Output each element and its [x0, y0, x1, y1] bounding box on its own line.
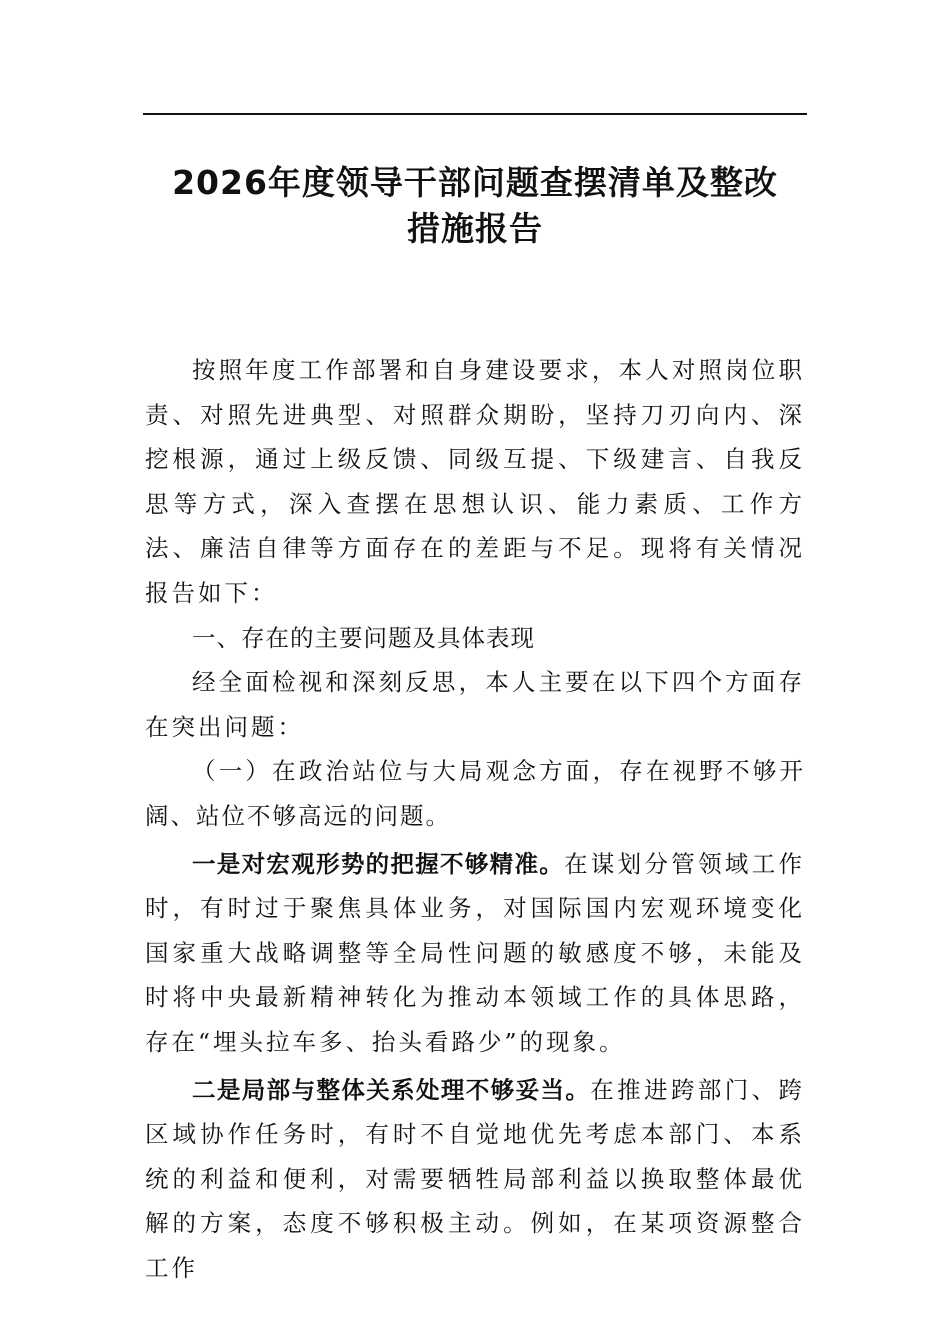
- title-line-1: 2026年度领导干部问题查摆清单及整改: [172, 163, 778, 202]
- section-heading: 一、存在的主要问题及具体表现: [192, 623, 535, 652]
- title-line-2: 措施报告: [407, 209, 543, 248]
- point-2-lead: 二是局部与整体关系处理不够妥当。: [192, 1075, 591, 1104]
- point-1-paragraph: [145, 842, 805, 1065]
- point-2-text: 在推进跨部门、跨区域协作任务时，有时不自觉地优先考虑本部门、本系统的利益和便利，对需要牺牲局部利益以换取整体最优解的方案，态度不够积极主动。例如，在某项资源整合工作: [145, 1075, 806, 1282]
- document-title: [143, 160, 807, 252]
- point-1-text: 在谋划分管领域工作时，有时过于聚焦具体业务，对国际国内宏观环境变化国家重大战略调整等全局性问题的敏感度不够，未能及时将中央最新精神转化为推动本领域工作的具体思路，存在“埋头拉车多、抬头看路少”的现象。: [145, 849, 806, 1056]
- point-2-paragraph: [145, 1068, 805, 1291]
- subsection-heading: （一）在政治站位与大局观念方面，存在视野不够开阔、站位不够高远的问题。: [145, 757, 805, 830]
- document-body: [145, 348, 805, 1290]
- section-intro-paragraph: 经全面检视和深刻反思，本人主要在以下四个方面存在突出问题：: [145, 668, 805, 741]
- intro-paragraph: 按照年度工作部署和自身建设要求，本人对照岗位职责、对照先进典型、对照群众期盼，坚持刀刃向内、深挖根源，通过上级反馈、同级互提、下级建言、自我反思等方式，深入查摆在思想认识、能力素质、工作方法、廉洁自律等方面存在的差距与不足。现将有关情况报告如下：: [145, 356, 805, 607]
- point-1-lead: 一是对宏观形势的把握不够精准。: [192, 849, 565, 878]
- header-rule: [143, 113, 807, 115]
